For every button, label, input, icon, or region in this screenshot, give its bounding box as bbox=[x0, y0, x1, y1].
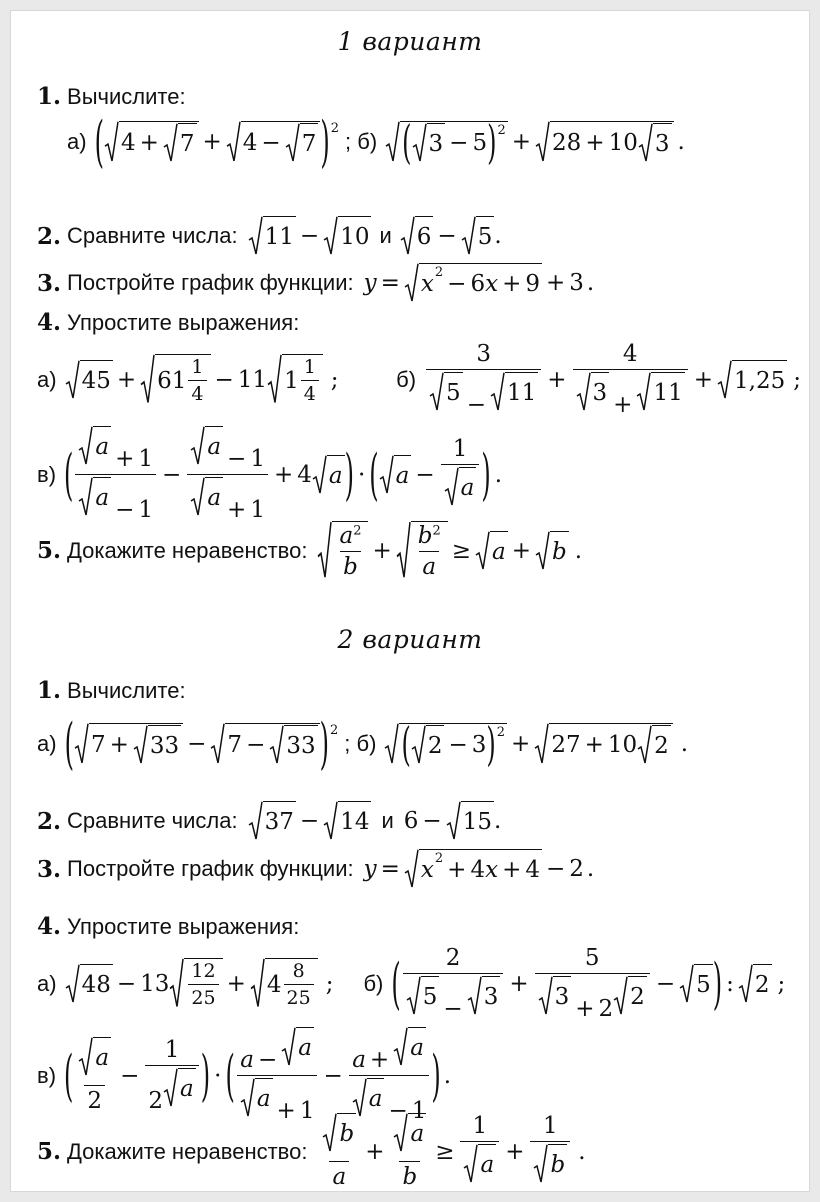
expr-4c: ( a + 1 a − 1 − a − 1 a + 1 + 4 a ) · ( a − $\frac{1}{a}$ ) . bbox=[64, 426, 502, 523]
variant-1-title: 1 вариант bbox=[337, 27, 483, 56]
task-1-expressions bbox=[37, 711, 801, 777]
task-number: 5. bbox=[37, 1138, 62, 1165]
part-label: в) bbox=[37, 1062, 57, 1088]
expr-1b: ( 3 − 5 ) 2 + 28 + 10 3 . bbox=[385, 121, 685, 163]
part-label: б) bbox=[396, 366, 417, 392]
task-3 bbox=[37, 263, 801, 303]
task-number: 1. bbox=[37, 83, 62, 110]
task-4-heading bbox=[37, 913, 801, 940]
and-word: и bbox=[381, 808, 394, 833]
task-text: Докажите неравенство: bbox=[67, 537, 308, 563]
task-1-expressions bbox=[67, 109, 801, 175]
task-text: Упростите выражения: bbox=[67, 913, 300, 939]
task-number: 2. bbox=[37, 807, 62, 835]
part-label: ; б) bbox=[345, 129, 378, 154]
expr-5: $a^2$ b + $b^2$ a ≥ a + b . bbox=[317, 521, 582, 580]
task-text: Постройте график функции: bbox=[67, 856, 354, 881]
part-label: а) bbox=[37, 970, 57, 996]
task-4-ab bbox=[37, 945, 801, 1022]
expr-4c: ( a 2 − 1 2 a ) · ( a − a a + 1 − a + a a − 1 ) . bbox=[64, 1027, 451, 1124]
task-text: Постройте график функции: bbox=[67, 270, 354, 295]
task-3 bbox=[37, 849, 801, 889]
expr-2: 11 − 10 и 6 − 5 . bbox=[248, 216, 502, 256]
task-number: 2. bbox=[37, 222, 62, 250]
task-1-heading bbox=[37, 83, 801, 110]
task-number: 4. bbox=[37, 309, 62, 336]
task-text: Сравните числа: bbox=[67, 223, 238, 248]
task-4-ab bbox=[37, 341, 801, 418]
expr-4a: 48 − 13 12 25 + 4 8 25 ; bbox=[65, 958, 334, 1009]
task-4-c bbox=[37, 426, 801, 523]
part-label: ; б) bbox=[344, 731, 377, 756]
expr-1b: ( 2 − 3 ) 2 + 27 + 10 2 . bbox=[384, 723, 688, 765]
part-label: в) bbox=[37, 461, 57, 487]
part-label: а) bbox=[37, 366, 57, 392]
task-1-heading bbox=[37, 677, 801, 704]
expr-3: y = x 2 + 4 x + 4 − 2 . bbox=[364, 849, 595, 889]
task-text: Вычислите: bbox=[67, 83, 186, 109]
expr-4b: 3 5 − 11 + 4 3 + 11 + 1,25 ; bbox=[424, 341, 801, 418]
part-label: б) bbox=[363, 970, 384, 996]
task-number: 4. bbox=[37, 913, 62, 940]
part-label: а) bbox=[67, 129, 87, 154]
task-text: Докажите неравенство: bbox=[67, 1138, 308, 1164]
expr-3: y = x 2 − 6 x + 9 + 3 . bbox=[364, 263, 595, 303]
task-2 bbox=[37, 801, 801, 841]
task-text: Сравните числа: bbox=[67, 808, 238, 833]
expr-4b: ( 2 5 − 3 + 5 3 + 2 2 − 5 ) : 2 ; bbox=[391, 945, 786, 1022]
worksheet bbox=[10, 10, 810, 1192]
expr-1a: ( 7 + 33 − 7 − 33 ) 2 bbox=[64, 711, 339, 777]
task-number: 3. bbox=[37, 269, 62, 297]
task-5 bbox=[37, 1113, 801, 1190]
part-label: а) bbox=[37, 731, 57, 756]
task-number: 3. bbox=[37, 855, 62, 883]
task-4-heading bbox=[37, 309, 801, 336]
task-text: Упростите выражения: bbox=[67, 309, 300, 335]
expr-5: b a + $\frac{a}{b}$ ≥ $\frac{1}{a}$ + $\frac{1}{b}$ . bbox=[317, 1113, 585, 1190]
task-number: 5. bbox=[37, 537, 62, 564]
expr-1a: ( 4 + 7 + 4 − 7 ) 2 bbox=[94, 109, 339, 175]
task-4-c bbox=[37, 1027, 801, 1124]
variant-2-title: 2 вариант bbox=[337, 625, 483, 654]
expr-2: 37 − 14 и 6 − 15 . bbox=[248, 801, 502, 841]
task-number: 1. bbox=[37, 677, 62, 704]
and-word: и bbox=[379, 223, 392, 248]
task-2 bbox=[37, 216, 801, 256]
task-5 bbox=[37, 521, 801, 580]
task-text: Вычислите: bbox=[67, 677, 186, 703]
expr-4a: 45 + 61 1 4 − 11 1 1 4 ; bbox=[65, 354, 339, 405]
